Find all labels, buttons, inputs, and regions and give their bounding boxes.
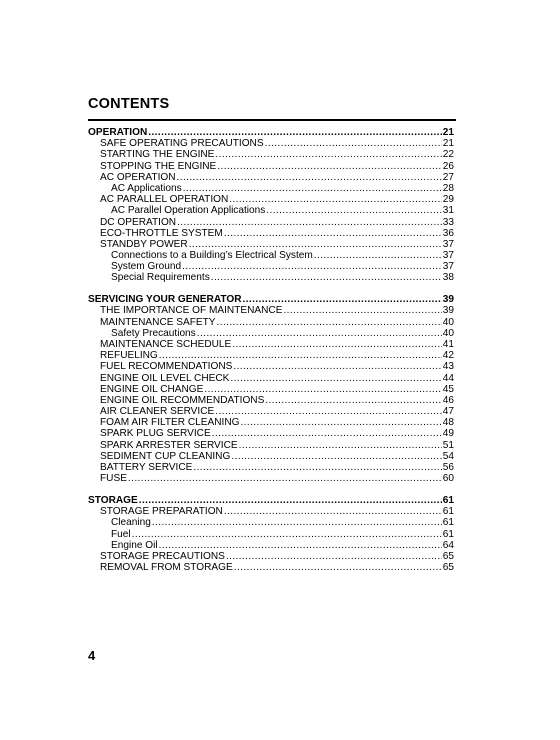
dot-leader <box>177 172 442 183</box>
toc-entry-label: FOAM AIR FILTER CLEANING <box>100 417 240 429</box>
dot-leader <box>283 305 441 316</box>
toc-entry-label: FUEL RECOMMENDATIONS <box>100 361 233 373</box>
toc-entry-page: 31 <box>442 205 454 217</box>
toc-entry[interactable] <box>88 228 454 239</box>
toc-entry-label: SPARK ARRESTER SERVICE <box>100 439 238 451</box>
toc-entry-page: 54 <box>442 450 454 462</box>
toc-entry-label: SAFE OPERATING PRECAUTIONS <box>100 138 264 150</box>
title-divider <box>88 119 456 121</box>
toc-entry-page: 29 <box>442 194 454 206</box>
toc-entry-page: 40 <box>442 316 454 328</box>
toc-entry[interactable] <box>88 138 454 149</box>
dot-leader <box>128 473 442 484</box>
toc-entry-label: Fuel <box>111 528 131 540</box>
toc-subentry[interactable] <box>88 205 454 216</box>
toc-entry-label: REMOVAL FROM STORAGE <box>100 562 233 574</box>
toc-subentry[interactable] <box>88 183 454 194</box>
toc-entry-label: AC Applications <box>111 182 182 194</box>
toc-entry[interactable] <box>88 339 454 350</box>
dot-leader <box>204 384 441 395</box>
toc-entry-page: 37 <box>442 250 454 262</box>
toc-entry-page: 40 <box>442 327 454 339</box>
toc-entry[interactable] <box>88 395 454 406</box>
toc-subentry[interactable] <box>88 261 454 272</box>
toc-entry[interactable] <box>88 384 454 395</box>
toc-entry-label: SEDIMENT CUP CLEANING <box>100 450 231 462</box>
dot-leader <box>132 529 442 540</box>
toc-entry-page: 38 <box>442 272 454 284</box>
toc-entry-label: ENGINE OIL RECOMMENDATIONS <box>100 394 265 406</box>
dot-leader <box>215 149 441 160</box>
toc-entry[interactable] <box>88 451 454 462</box>
dot-leader <box>224 228 442 239</box>
toc-entry-page: 39 <box>442 305 454 317</box>
toc-entry[interactable] <box>88 373 454 384</box>
toc-entry-page: 51 <box>442 439 454 451</box>
toc-entry-label: OPERATION <box>88 127 148 138</box>
toc-entry[interactable] <box>88 462 454 473</box>
toc-entry-label: ENGINE OIL LEVEL CHECK <box>100 372 230 384</box>
section-gap <box>88 484 454 495</box>
toc-entry[interactable] <box>88 440 454 451</box>
toc-entry-label: STANDBY POWER <box>100 238 188 250</box>
toc-entry-page: 37 <box>442 261 454 273</box>
toc-entry-label: Cleaning <box>111 517 151 529</box>
dot-leader <box>159 350 442 361</box>
toc-entry-label: AIR CLEANER SERVICE <box>100 406 215 418</box>
toc-entry-label: SERVICING YOUR GENERATOR <box>88 294 242 306</box>
toc-entry[interactable] <box>88 149 454 160</box>
toc-entry[interactable] <box>88 473 454 484</box>
toc-entry-page: 28 <box>442 182 454 194</box>
toc-entry[interactable] <box>88 361 454 372</box>
toc-entry-page: 45 <box>442 383 454 395</box>
toc-subentry[interactable] <box>88 540 454 551</box>
section-gap <box>88 284 454 295</box>
dot-leader <box>139 495 442 506</box>
toc-entry-label: STARTING THE ENGINE <box>100 149 215 161</box>
page-title: CONTENTS <box>88 96 170 112</box>
dot-leader <box>314 250 442 261</box>
toc-entry-label: AC PARALLEL OPERATION <box>100 194 229 206</box>
toc-entry[interactable] <box>88 305 454 316</box>
toc-entry-page: 42 <box>442 350 454 362</box>
toc-entry-page: 41 <box>442 338 454 350</box>
dot-leader <box>197 328 442 339</box>
toc-entry-page: 61 <box>442 495 454 506</box>
dot-leader <box>234 562 442 573</box>
toc-entry-page: 21 <box>442 138 454 150</box>
dot-leader <box>148 127 442 138</box>
toc-entry-page: 48 <box>442 417 454 429</box>
dot-leader <box>217 161 441 172</box>
dot-leader <box>266 205 441 216</box>
toc-entry[interactable] <box>88 417 454 428</box>
dot-leader <box>152 517 442 528</box>
dot-leader <box>159 540 442 551</box>
toc-entry-label: STORAGE <box>88 495 138 506</box>
dot-leader <box>182 261 442 272</box>
toc-entry[interactable] <box>88 239 454 250</box>
toc-entry[interactable] <box>88 194 454 205</box>
toc-entry-label: MAINTENANCE SAFETY <box>100 316 216 328</box>
toc-entry-page: 60 <box>442 473 454 485</box>
toc-entry-label: ECO-THROTTLE SYSTEM <box>100 227 223 239</box>
toc-entry[interactable] <box>88 562 454 573</box>
toc-entry[interactable] <box>88 350 454 361</box>
toc-section-heading[interactable] <box>88 294 454 305</box>
dot-leader <box>240 417 441 428</box>
toc-entry-page: 36 <box>442 227 454 239</box>
dot-leader <box>233 361 441 372</box>
toc-entry[interactable] <box>88 317 454 328</box>
dot-leader <box>226 551 442 562</box>
toc-entry-page: 26 <box>442 160 454 172</box>
toc-entry[interactable] <box>88 551 454 562</box>
toc-entry[interactable] <box>88 506 454 517</box>
toc-entry[interactable] <box>88 428 454 439</box>
toc-entry-page: 65 <box>442 562 454 574</box>
toc-entry-label: BATTERY SERVICE <box>100 462 193 474</box>
toc-entry-page: 46 <box>442 394 454 406</box>
dot-leader <box>232 339 442 350</box>
toc-entry-label: THE IMPORTANCE OF MAINTENANCE <box>100 305 283 317</box>
dot-leader <box>215 406 442 417</box>
toc-entry-page: 61 <box>442 506 454 518</box>
dot-leader <box>212 428 442 439</box>
toc-entry-label: MAINTENANCE SCHEDULE <box>100 338 232 350</box>
dot-leader <box>183 183 442 194</box>
toc-entry-page: 22 <box>442 149 454 161</box>
dot-leader <box>211 272 442 283</box>
toc-entry-label: Engine Oil <box>111 539 158 551</box>
toc-entry-page: 33 <box>442 216 454 228</box>
toc-entry-page: 65 <box>442 550 454 562</box>
dot-leader <box>189 239 442 250</box>
toc-subentry[interactable] <box>88 272 454 283</box>
toc-entry-label: STORAGE PRECAUTIONS <box>100 550 225 562</box>
toc-entry-page: 64 <box>442 539 454 551</box>
dot-leader <box>265 138 442 149</box>
toc-entry[interactable] <box>88 172 454 183</box>
toc-entry-label: STOPPING THE ENGINE <box>100 160 217 172</box>
dot-leader <box>229 194 442 205</box>
toc-entry-page: 39 <box>442 294 454 306</box>
toc-entry-label: Connections to a Building’s Electrical System <box>111 250 313 262</box>
toc-subentry[interactable] <box>88 250 454 261</box>
page-number: 4 <box>88 648 96 663</box>
toc-subentry[interactable] <box>88 328 454 339</box>
toc-entry-label: DC OPERATION <box>100 216 177 228</box>
toc-entry-label: FUSE <box>100 473 127 485</box>
toc-entry-page: 49 <box>442 428 454 440</box>
toc-entry[interactable] <box>88 217 454 228</box>
toc-entry-label: REFUELING <box>100 350 158 362</box>
toc-subentry[interactable] <box>88 517 454 528</box>
dot-leader <box>243 294 442 305</box>
toc-subentry[interactable] <box>88 529 454 540</box>
toc-entry-page: 47 <box>442 406 454 418</box>
toc-entry-page: 61 <box>442 528 454 540</box>
toc-entry-page: 44 <box>442 372 454 384</box>
toc-entry-page: 21 <box>442 127 454 138</box>
toc-entry-page: 37 <box>442 238 454 250</box>
toc-entry-label: Safety Precautions <box>111 327 196 339</box>
toc-entry-label: SPARK PLUG SERVICE <box>100 428 211 440</box>
toc-entry-label: AC OPERATION <box>100 171 176 183</box>
table-of-contents <box>88 127 454 573</box>
toc-entry[interactable] <box>88 161 454 172</box>
dot-leader <box>177 217 442 228</box>
toc-entry-page: 56 <box>442 462 454 474</box>
toc-entry-label: ENGINE OIL CHANGE <box>100 383 204 395</box>
dot-leader <box>224 506 442 517</box>
dot-leader <box>217 317 442 328</box>
dot-leader <box>265 395 441 406</box>
toc-entry-label: System Ground <box>111 261 182 273</box>
toc-entry-label: Special Requirements <box>111 272 210 284</box>
toc-section-heading[interactable] <box>88 127 454 138</box>
toc-entry-page: 27 <box>442 171 454 183</box>
toc-entry-page: 43 <box>442 361 454 373</box>
dot-leader <box>231 451 441 462</box>
dot-leader <box>230 373 441 384</box>
toc-entry-label: STORAGE PREPARATION <box>100 506 223 518</box>
toc-section-heading[interactable] <box>88 495 454 506</box>
dot-leader <box>239 440 442 451</box>
dot-leader <box>193 462 441 473</box>
toc-entry[interactable] <box>88 406 454 417</box>
toc-entry-page: 61 <box>442 517 454 529</box>
toc-entry-label: AC Parallel Operation Applications <box>111 205 266 217</box>
